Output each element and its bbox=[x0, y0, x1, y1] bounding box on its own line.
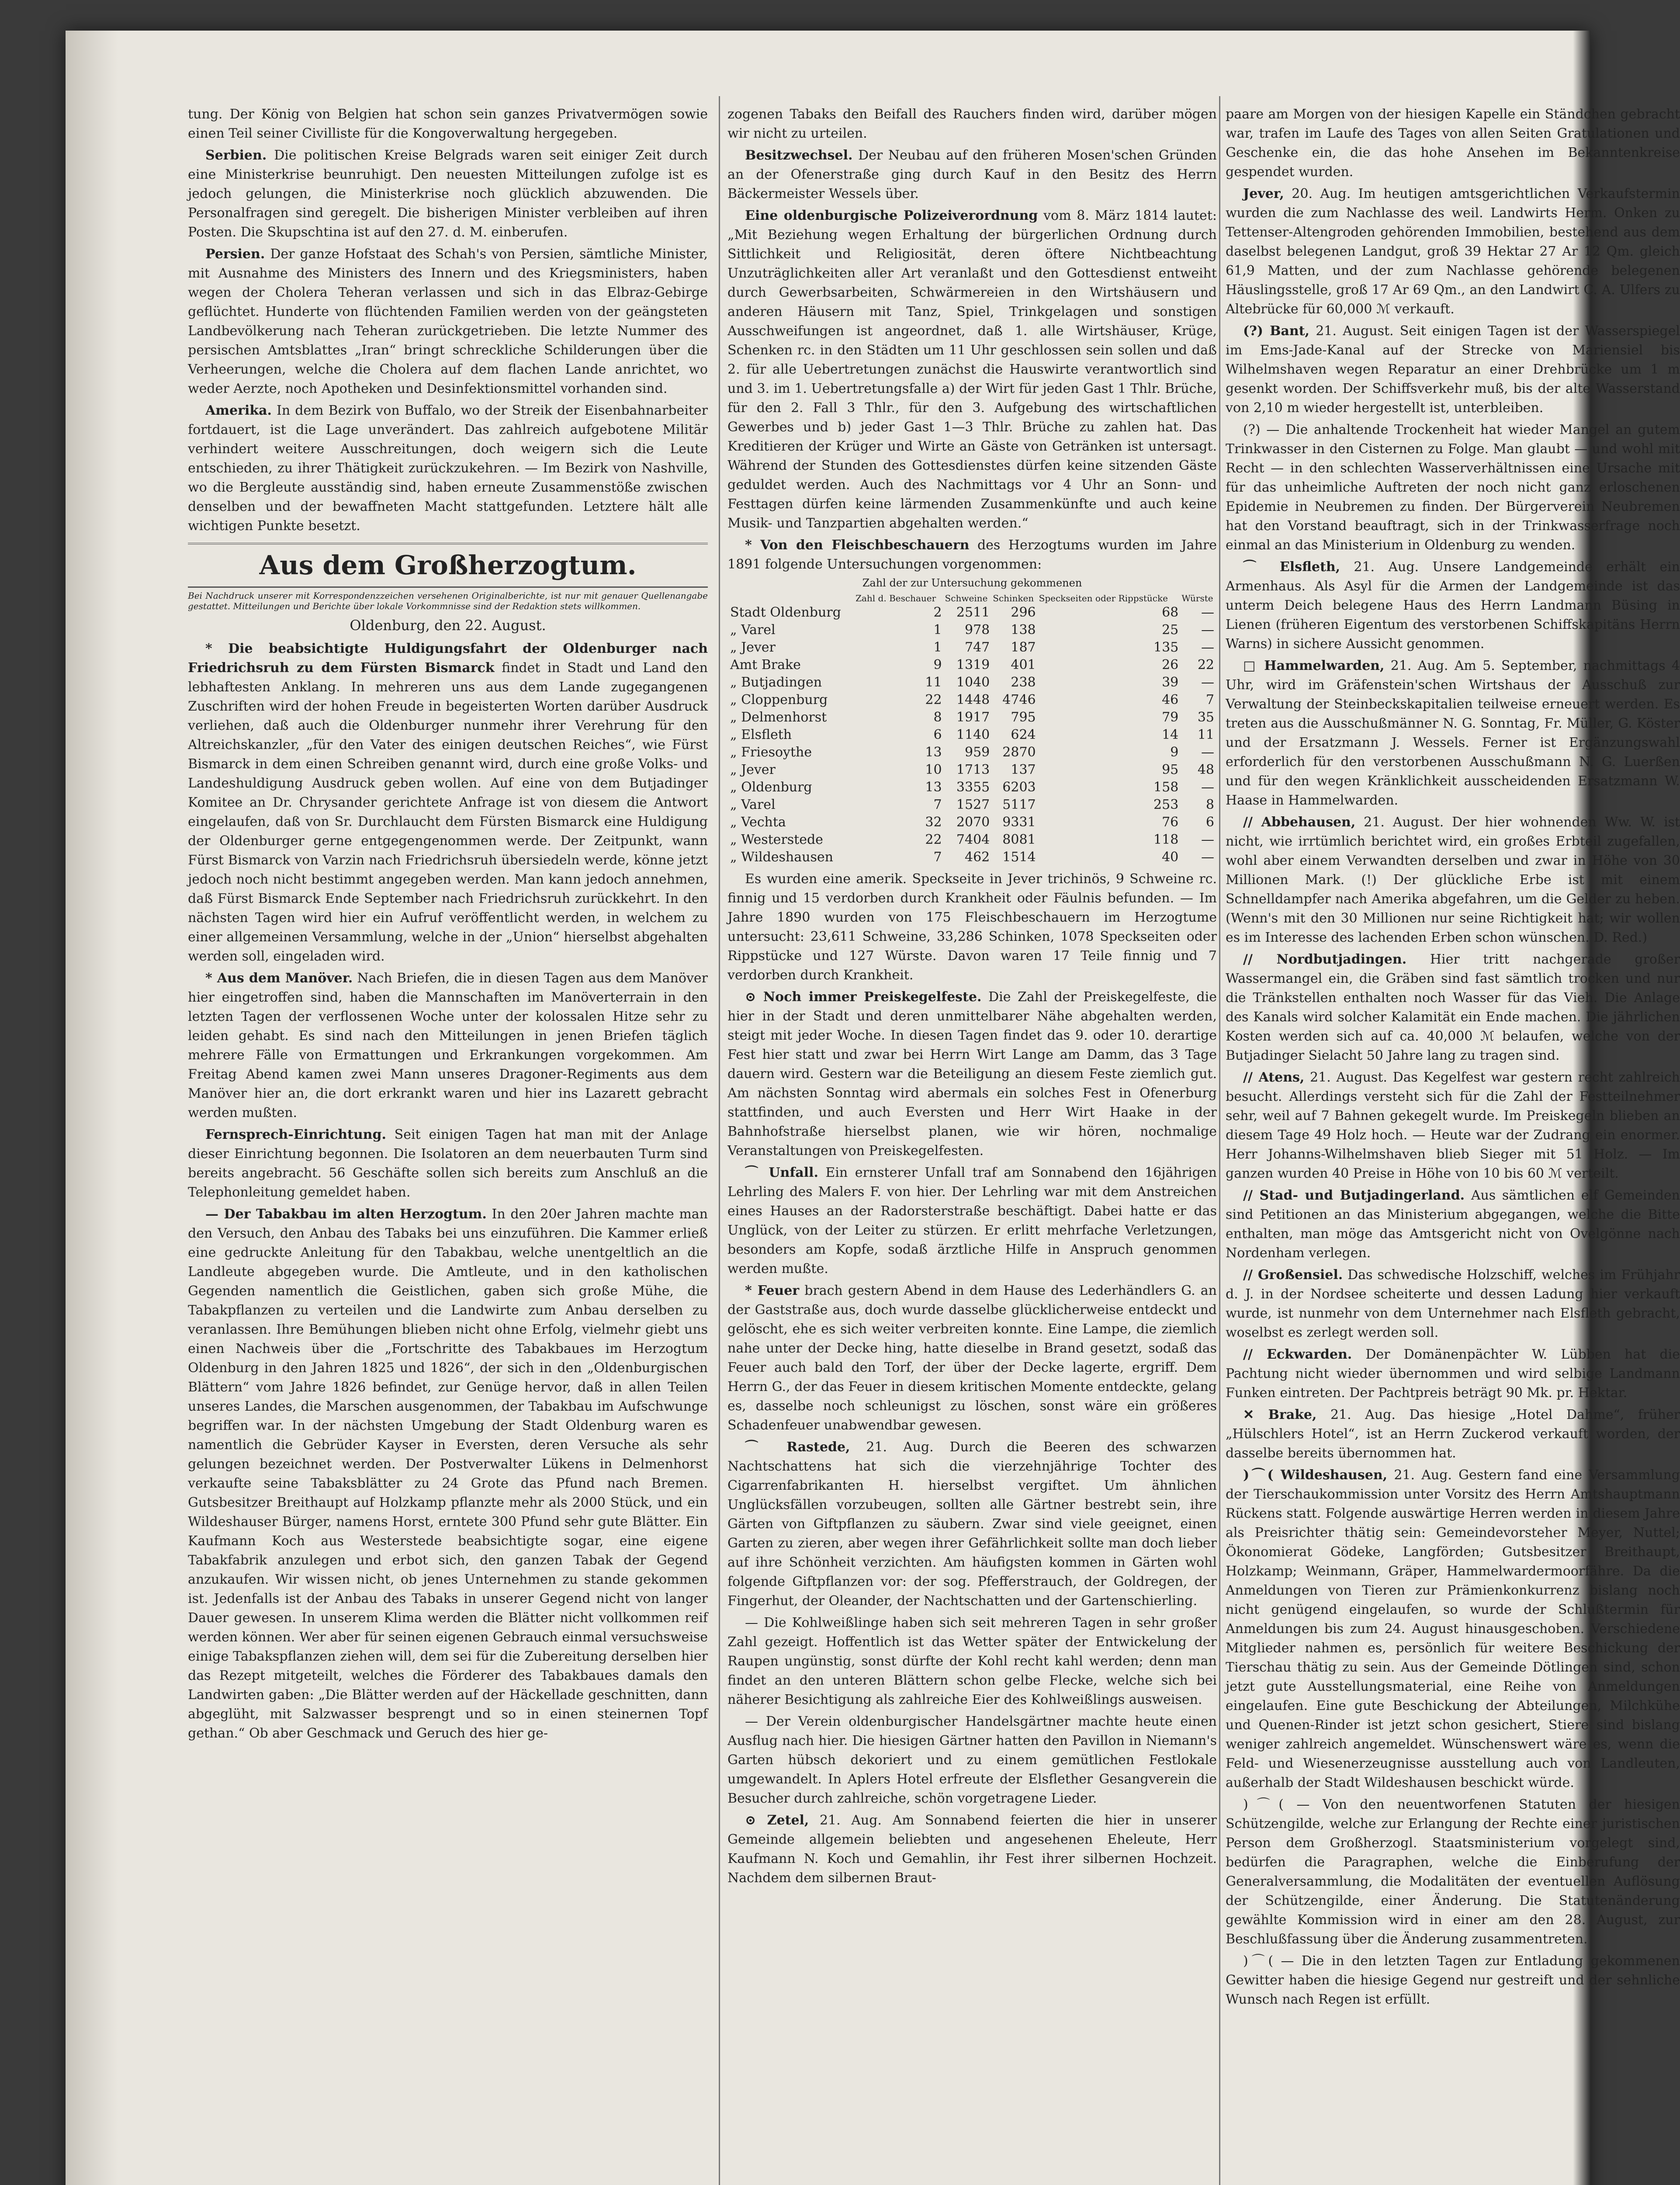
article-text: 21. Aug. Am 5. September, nachmittags 4 Uhr, wird im Gräfenstein'schen Wirtshaus der Ausschuß zur Verwaltung der Steinbeckskapitalien teilweise erneuert werden. Es treten aus die Ausschußmänner N. G. Sonntag, Fr. Müller, G. Köster und der Ersatzmann J. Wessels. Ferner ist Ergänzungswahl erforderlich für den verstorbenen Ausschußmann N. G. Luerßen und für den wegen Kränklichkeit ausscheidenden Ersatzmann W. Haase in Hammelwarden. bbox=[1226, 658, 1680, 808]
table-cell: 22 bbox=[925, 832, 942, 847]
article-paragraph bbox=[1226, 1186, 1680, 1263]
table-cell: 253 bbox=[1153, 797, 1179, 812]
article-paragraph bbox=[727, 206, 1217, 533]
article-title: □ Hammelwarden, bbox=[1243, 658, 1385, 673]
column-3 bbox=[1226, 105, 1680, 2012]
table-cell: 6203 bbox=[1002, 780, 1036, 795]
article-text: 21. August. Das Kegelfest war gestern recht zahlreich besucht. Allerdings versteht sich für die Zahl der Festteilnehmer sehr, weil auf 7 Bahnen gekegelt wurde. Im Preiskegeln blieben an diesem Tage 49 Holz hoch. — Heute war der Zudrang ein enormer. Herr Johanns-Wilhelmshaven blieb Sieger mit 51 Holz. — Im ganzen wurden 40 Preise in Höhe von 10 bis 60 ℳ verteilt. bbox=[1226, 1070, 1680, 1181]
column-rule bbox=[719, 96, 720, 2185]
article-text: Hier tritt nachgerade großer Wassermangel ein, die Gräben sind fast sämtlich trocken und nur die Tränkstellen enthalten noch Wasser für das Vieh. Die Anlage des Kanals wird solcher Kalamität ein Ende machen. Die jährlichen Kosten werden sich auf ca. 40,000 ℳ belaufen, welche von der Butjadinger Sielacht 50 Jahre lang zu tragen sind. bbox=[1226, 952, 1680, 1063]
table-row bbox=[727, 796, 1217, 814]
table-cell-district: „ Oldenburg bbox=[730, 780, 812, 795]
table-row bbox=[727, 639, 1217, 656]
table-cell: 1514 bbox=[1002, 850, 1036, 865]
article-title: Persien. bbox=[205, 246, 265, 262]
table-cell: 135 bbox=[1153, 640, 1179, 655]
table-row bbox=[727, 726, 1217, 744]
table-cell: 2 bbox=[933, 605, 942, 620]
table-cell: 624 bbox=[1011, 727, 1036, 742]
table-row bbox=[727, 691, 1217, 709]
article-text: 21. Aug. Am Sonnabend feierten die hier in unserer Gemeinde allgemein beliebten und angesehenen Eheleute, Herr Kaufmann N. Koch und Gemahlin, ihr Fest ihrer silbernen Hochzeit. Nachdem dem silbernen Braut- bbox=[727, 1813, 1217, 1886]
article-paragraph bbox=[1226, 1266, 1680, 1342]
article-paragraph bbox=[727, 1811, 1217, 1888]
article-text: findet in Stadt und Land den lebhaftesten Anklang. In mehreren uns aus dem Lande zugegangenen Zuschriften wird der hohen Freude in begeisterten Worten darüber Ausdruck verliehen, daß auch die Oldenburger nunmehr ihrer Verehrung für den Altreichskanzler, „für den Vater des einigen deutschen Reiches“, wie Fürst Bismarck in dem einen Schreiben genannt wird, durch eine große Volks- und Landeshuldigung Ausdruck geben wollen. Auf eine von dem Butjadinger Komitee an Dr. Chrysander gerichtete Anfrage ist von diesem die Antwort eingelaufen, daß von Sr. Durchlaucht dem Fürsten Bismarck eine Huldigung der Oldenburger gerne entgegengenommen werde. Der Zeitpunkt, wann Fürst Bismarck von Varzin nach Friedrichsruh übersiedeln werde, könne jetzt jedoch noch nicht bestimmt angegeben werden. Man kann jedoch annehmen, daß Fürst Bismarck Ende September nach Friedrichsruh zurückkehrt. In den nächsten Tagen wird hier ein Aufruf veröffentlicht werden, in welchem zu einer allgemeinen Versammlung, welche in der „Union“ hierselbst abgehalten werden soll, eingeladen wird. bbox=[188, 660, 708, 964]
article-title: // Eckwarden. bbox=[1243, 1347, 1352, 1362]
table-header-cell bbox=[727, 593, 855, 604]
article-title: // Nordbutjadingen. bbox=[1243, 952, 1407, 967]
article-text: 20. Aug. Im heutigen amtsgerichtlichen Verkaufstermin wurden die zum Nachlasse des weil. Landwirts Herm. Onken zu Tettenser-Altengroden gehörenden Immobilien, bestehend aus dem daselbst belegenen Landgut, groß 39 Hektar 27 Ar 12 Qm. gleich 61,9 Matten, und der zum Nachlasse gehörende belegenen Häuslingsstelle, groß 17 Ar 69 Qm., an den Landwirt C. A. Ulfers zu Altebrücke für 60,000 ℳ verkauft. bbox=[1226, 186, 1680, 317]
table-cell: 79 bbox=[1162, 710, 1179, 725]
table-row bbox=[727, 674, 1217, 691]
column-1 bbox=[188, 105, 708, 1746]
table-cell: 1 bbox=[933, 622, 942, 638]
article-text: 21. August. Der hier wohnenden Ww. W. ist nicht, wie irrtümlich berichtet wird, ein großes Erbteil zugefallen, wohl aber einem Verwandten derselben und zwar in Höhe von 30 Millionen Mark. (!) Der glückliche Erbe ist mit einem Schnelldampfer nach Amerika abgefahren, um die Gelder zu heben. (Wenn's mit den 30 Millionen nur seine Richtigkeit hat; wir wollen es im Interesse des lachenden Erben schon wünschen. D. Red.) bbox=[1226, 815, 1680, 945]
table-cell: 1448 bbox=[956, 692, 990, 708]
table-cell-district: „ Cloppenburg bbox=[730, 692, 828, 708]
article-title: Besitzwechsel. bbox=[745, 148, 853, 163]
article-text: 21. Aug. Durch die Beeren des schwarzen Nachtschattens hat sich die vierzehnjährige Tochter des Cigarrenfabrikanten H. hierselbst vergiftet. Um ähnlichen Unglücksfällen vorzubeugen, sollten alle Gärtner bestrebt sein, ihre Gärten von Giftpflanzen zu säubern. Zwar sind viele geeignet, einen Garten zu zieren, aber wegen ihrer Gefährlichkeit sollte man doch lieber auf ihre Schönheit verzichten. Am häufigsten kommen in Gärten wohl folgende Giftpflanzen vor: der sog. Pfefferstrauch, der Goldregen, der Fingerhut, der Oleander, der Nachtschatten und der Gartenschierling. bbox=[727, 1439, 1217, 1609]
newspaper-page bbox=[66, 31, 1680, 2185]
table-row bbox=[727, 831, 1217, 849]
article-text: brach gestern Abend in dem Hause des Lederhändlers G. an der Gaststraße aus, doch wurde dasselbe glücklicherweise entdeckt und gelöscht, ehe es sich weiter verbreiten konnte. Eine Lampe, die ziemlich nahe unter der Decke hing, hatte dieselbe in Brand gesetzt, sodaß das Feuer auch bald den Torf, der über der Decke lagerte, ergriff. Dem Herrn G., der das Feuer in diesem kritischen Momente entdeckte, gelang es, dasselbe noch schleunigst zu löschen, sonst wäre ein größeres Schadenfeuer unabwendbar gewesen. bbox=[727, 1283, 1217, 1433]
table-cell: — bbox=[1201, 675, 1214, 690]
table-cell: 1319 bbox=[956, 657, 990, 673]
table-row bbox=[727, 761, 1217, 779]
table-cell-district: „ Butjadingen bbox=[730, 675, 822, 690]
table-row bbox=[727, 849, 1217, 866]
table-cell: 747 bbox=[965, 640, 990, 655]
table-row bbox=[727, 814, 1217, 831]
article-paragraph: paare am Morgen von der hiesigen Kapelle ein Ständchen gebracht war, trafen im Laufe des Tages von allen Seiten Gratulationen und Geschenke ein, die das hohe Ansehen im Bekanntenkreise gespendet wurden. bbox=[1226, 107, 1680, 180]
inspection-table bbox=[727, 593, 1217, 866]
article-text: 21. August. Seit einigen Tagen ist der Wasserspiegel im Ems-Jade-Kanal auf der Strecke von Mariensiel bis Wilhelmshaven wegen Reparatur an einer Drehbrücke um 1 m gesenkt worden. Der Schiffsverkehr muß, bis der alte Wasserstand von 2,10 m wieder hergestellt ist, unterbleiben. bbox=[1226, 323, 1680, 416]
column-rule bbox=[1219, 96, 1220, 2185]
article-paragraph bbox=[188, 639, 708, 966]
table-cell: 795 bbox=[1011, 710, 1036, 725]
table-cell: 48 bbox=[1197, 762, 1214, 777]
table-cell: 1140 bbox=[956, 727, 990, 742]
article-text: In dem Bezirk von Buffalo, wo der Streik der Eisenbahnarbeiter fortdauert, ist die Lage unverändert. Das zahlreich aufgebotene Militär verhindert weitere Ausschreitungen, doch weigern sich die Leute entschieden, zu ihrer Thätigkeit zurückzukehren. — Im Bezirk von Nashville, wo die Bergleute ausständig sind, haben erneute Zusammenstöße zwischen denselben und der bewaffneten Macht stattgefunden. Letztere hält alle wichtigen Punkte besetzt. bbox=[188, 403, 708, 534]
article-title: ⊙ Zetel, bbox=[745, 1813, 809, 1828]
article-title: (?) Bant, bbox=[1243, 323, 1309, 339]
article-text: Der Domänenpächter W. Lübben hat die Pachtung nicht wieder übernommen und wird selbige Landmann Funken eintreten. Der Pachtpreis beträgt 90 Mk. pr. Hektar. bbox=[1226, 1347, 1680, 1401]
table-cell-district: „ Varel bbox=[730, 622, 776, 638]
table-cell-district: Stadt Oldenburg bbox=[730, 605, 841, 620]
table-cell-district: „ Friesoythe bbox=[730, 745, 812, 760]
article-title: * Die beabsichtigte Huldigungsfahrt der Oldenburger nach Friedrichsruh zu dem Fürsten Bismarck bbox=[188, 641, 708, 676]
table-cell: 9331 bbox=[1002, 815, 1036, 830]
article-paragraph bbox=[727, 1438, 1217, 1611]
table-row bbox=[727, 709, 1217, 726]
article-title: ⌒ Elsfleth, bbox=[1243, 559, 1341, 575]
table-cell: 9 bbox=[933, 657, 942, 673]
table-cell: — bbox=[1201, 850, 1214, 865]
table-cell: 2070 bbox=[956, 815, 990, 830]
article-paragraph bbox=[1226, 1345, 1680, 1403]
article-text: Seit einigen Tagen hat man mit der Anlage dieser Einrichtung begonnen. Die Isolatoren an dem neuerbauten Turm sind bereits angebracht. 56 Geschäfte sollen sich bereits zum Anschluß an die Telephonleitung gemeldet haben. bbox=[188, 1127, 708, 1200]
table-row bbox=[727, 604, 1217, 621]
table-cell: 462 bbox=[965, 850, 990, 865]
article-paragraph: tung. Der König von Belgien hat schon sein ganzes Privatvermögen sowie einen Teil seiner Civilliste für die Kongoverwaltung hergegeben. bbox=[188, 107, 708, 141]
table-cell: 10 bbox=[925, 762, 942, 777]
article-text: Nach Briefen, die in diesen Tagen aus dem Manöver hier eingetroffen sind, haben die Mannschaften im Manöverterrain in den letzten Tagen der verflossenen Woche unter der kolossalen Hitze sehr zu leiden gehabt. Es sind nach den Mitteilungen in jenen Briefen täglich mehrere Fälle von Ermattungen und Erkrankungen vorgekommen. Am Freitag Abend kamen zwei Mann unseres Dragoner-Regiments aus dem Manöver hier an, die dort erkrankt waren und hier ins Lazarett gebracht werden mußten. bbox=[188, 971, 708, 1120]
article-text: 21. Aug. Unsere Landgemeinde erhält ein Armenhaus. Als Asyl für die Armen der Landgemeinde ist das unterm Deich belegene Haus des Herrn Landmann Büsing in Lienen (früheren Eigentum des verstorbenen Schiffskapitäns Herrn Warns) in sichere Aussicht genommen. bbox=[1226, 559, 1680, 652]
table-cell: 1917 bbox=[956, 710, 990, 725]
article-paragraph bbox=[188, 1125, 708, 1202]
article-paragraph bbox=[1226, 1466, 1680, 1793]
table-header-cell: Schinken bbox=[993, 593, 1034, 603]
article-paragraph bbox=[1226, 322, 1680, 418]
table-cell: 5117 bbox=[1002, 797, 1036, 812]
table-row bbox=[727, 779, 1217, 796]
table-cell: 7404 bbox=[956, 832, 990, 847]
article-paragraph: — Der Verein oldenburgischer Handelsgärtner machte heute einen Ausflug nach hier. Die hiesigen Gärtner hatten den Pavillon in Niemann's Garten hübsch dekoriert und zu einem gemütlichen Festlokale umgewandelt. In Aplers Hotel erfreute der Elsflether Gesangverein die Besucher durch zahlreiche, schön vorgetragene Lieder. bbox=[727, 1714, 1217, 1806]
article-paragraph: zogenen Tabaks den Beifall des Rauchers finden wird, darüber mögen wir nicht zu urteilen. bbox=[727, 107, 1217, 141]
article-paragraph bbox=[1226, 1068, 1680, 1183]
table-cell: 137 bbox=[1011, 762, 1036, 777]
article-title: Serbien. bbox=[205, 148, 267, 163]
article-title: // Abbehausen, bbox=[1243, 815, 1356, 830]
table-cell-district: „ Westerstede bbox=[730, 832, 823, 847]
column-2 bbox=[727, 105, 1217, 1890]
article-paragraph bbox=[188, 146, 708, 242]
table-cell: 35 bbox=[1197, 710, 1214, 725]
table-cell-district: „ Elsfleth bbox=[730, 727, 792, 742]
table-cell: 8 bbox=[1205, 797, 1214, 812]
table-cell: 7 bbox=[1205, 692, 1214, 708]
article-paragraph bbox=[1226, 813, 1680, 947]
article-paragraph bbox=[188, 969, 708, 1123]
table-cell-district: „ Vechta bbox=[730, 815, 786, 830]
article-title: // Atens, bbox=[1243, 1070, 1305, 1085]
section-heading: Aus dem Großherzogtum. bbox=[188, 543, 708, 588]
table-cell: 978 bbox=[965, 622, 990, 638]
table-cell: 401 bbox=[1011, 657, 1036, 673]
table-header-cell: Schweine bbox=[945, 593, 988, 603]
article-paragraph bbox=[727, 988, 1217, 1161]
article-paragraph: Es wurden eine amerik. Speckseite in Jever trichinös, 9 Schweine rc. finnig und 15 verdorben durch Krankheit oder Fäulnis befunden. — Im Jahre 1890 wurden von 175 Fleischbeschauern im Herzogtume untersucht: 23,611 Schweine, 33,286 Schinken, 1078 Speckseiten oder Rippstücke und 127 Würste. Davon waren 17 Teile finnig und 7 verdorben durch Krankheit. bbox=[727, 871, 1217, 983]
table-cell: 25 bbox=[1162, 622, 1179, 638]
article-paragraph bbox=[1226, 656, 1680, 810]
article-text: 21. Aug. Gestern fand eine Versammlung der Tierschaukommission unter Vorsitz des Herrn Amtshauptmann Rückens statt. Folgende auswärtige Herren werden in diesem Jahre als Preisrichter thätig sein: Gemeindevorsteher Meyer, Nuttel; Ökonomierat Gödeke, Langförden; Gutsbesitzer Breithaupt, Holzkamp; Weinmann, Gräper, Hammelwardermoorfähre. Da die Anmeldungen von Tieren zur Prämienkonkurrenz bislang noch nicht genügend eingelaufen, so wurde der Schlußtermin für Anmeldungen bis zum 24. August hinausgeschoben. Verschiedene Mitglieder nahmen es, persönlich für weitere Beschickung der Tierschau thätig zu sein. Aus der Gemeinde Dötlingen sind, schon jetzt gute Ausstellungsmaterial, eine Reihe von Anmeldungen eingelaufen. Eine gute Beschickung der Abteilungen, Milchkühe und Quenen-Rinder ist jetzt schon gesichert, Stiere sind bislang weniger zahlreich angemeldet. Wünschenswert wäre es, wenn die Feld- und Wiesenerzeugnisse ausstellung auch von Landleuten, außerhalb der Stadt Wildeshausen beschickt würde. bbox=[1226, 1467, 1680, 1790]
table-cell: — bbox=[1201, 622, 1214, 638]
table-cell: 39 bbox=[1162, 675, 1179, 690]
table-cell: 13 bbox=[925, 780, 942, 795]
page-fold-shadow bbox=[66, 31, 118, 2185]
article-paragraph bbox=[1226, 1405, 1680, 1463]
article-paragraph bbox=[188, 401, 708, 536]
dateline: Oldenburg, den 22. August. bbox=[350, 617, 546, 634]
article-title: — Der Tabakbau im alten Herzogtum. bbox=[205, 1207, 487, 1222]
table-cell: 46 bbox=[1162, 692, 1179, 708]
table-header-row bbox=[727, 593, 1217, 604]
table-cell: 158 bbox=[1153, 780, 1179, 795]
table-cell: 238 bbox=[1011, 675, 1036, 690]
table-header-cell: Speckseiten oder Rippstücke bbox=[1039, 593, 1168, 603]
article-paragraph: — Die Kohlweißlinge haben sich seit mehreren Tagen in sehr großer Zahl gezeigt. Hoffentlich ist das Wetter später der Entwickelung der Raupen ungünstig, sonst dürfte der Kohl recht kahl werden; denn man findet an den unteren Blättern schon gelbe Flecke, welche sich bei näherer Besichtigung als zahlreiche Eier des Kohlweißlings ausweisen. bbox=[727, 1615, 1217, 1707]
table-cell-district: „ Jever bbox=[730, 640, 776, 655]
article-title: // Stad- und Butjadingerland. bbox=[1243, 1188, 1465, 1203]
article-title: ⌒ Rastede, bbox=[745, 1439, 850, 1455]
article-title: ⊙ Noch immer Preiskegelfeste. bbox=[745, 989, 982, 1005]
article-paragraph bbox=[188, 1205, 708, 1743]
table-row bbox=[727, 621, 1217, 639]
article-paragraph: (?) — Die anhaltende Trockenheit hat wieder Mangel an gutem Trinkwasser in den Cisternen zu Folge. Man glaubt — und wohl mit Recht — in den schlechten Wasserverhältnissen eine Ursache mit für das unheimliche Auftreten der noch nicht ganz erloschenen Epidemie in Neubremen zu finden. Der Bürgerverein Neubremen hat den Vorstand beauftragt, sich in der Trinkwasserfrage noch einmal an das Ministerium in Oldenburg zu wenden. bbox=[1226, 422, 1680, 553]
article-text: Die Zahl der Preiskegelfeste, die hier in der Stadt und deren unmittelbarer Nähe abgehalten werden, steigt mit jeder Woche. In diesen Tagen findet das 9. oder 10. derartige Fest hier statt und zwar bei Herrn Wirt Lange am Damm, das 3 Tage dauern wird. Gestern war die Beteiligung an diesem Feste ziemlich gut. Am nächsten Sonntag wird abermals ein solches Fest in Ofenerburg stattfinden, und auch Eversten und Herr Wirt Haake in der Bahnhofstraße hierselbst planen, wie wir hören, nochmalige Veranstaltungen von Preiskegelfesten. bbox=[727, 989, 1217, 1158]
table-cell: — bbox=[1201, 640, 1214, 655]
article-text: Der ganze Hofstaat des Schah's von Persien, sämtliche Minister, mit Ausnahme des Ministers des Innern und des Kriegsministers, haben wegen der Cholera Teheran verlassen und sich in das Elbraz-Gebirge geflüchtet. Hunderte von flüchtenden Familien werden von der geängsteten Landbevölkerung nach Teheran zurückgetrieben. Die letzte Nummer des persischen Amtsblattes „Iran“ bringt schreckliche Schilderungen über die Verheerungen, welche die Cholera auf dem flachen Lande anrichtet, wo weder Aerzte, noch Apotheken und Desinfektionsmittel vorhanden sind. bbox=[188, 246, 708, 396]
article-text: des Herzogtums wurden im Jahre 1891 folgende Untersuchungen vorgenommen: bbox=[727, 538, 1217, 572]
table-cell-district: „ Wildeshausen bbox=[730, 850, 833, 865]
table-row bbox=[727, 656, 1217, 674]
table-cell: 187 bbox=[1011, 640, 1036, 655]
article-title: ⌒ Unfall. bbox=[745, 1165, 818, 1180]
article-title: Jever, bbox=[1243, 186, 1284, 201]
article-text: Aus sämtlichen elf Gemeinden sind Petitionen an das Ministerium abgegangen, welche die Bitte enthalten, man möge das Amtsgericht nicht von Ovelgönne nach Nordenham verlegen. bbox=[1226, 1188, 1680, 1261]
table-cell: 68 bbox=[1162, 605, 1179, 620]
section-note: Bei Nachdruck unserer mit Korrespondenzzeichen versehenen Originalberichte, ist nur mit genauer Quellenangabe gestattet. Mitteilungen und Berichte über lokale Vorkommnisse sind der Redaktion stets willkommen. bbox=[188, 590, 708, 611]
article-title: * Feuer bbox=[745, 1283, 800, 1298]
table-row bbox=[727, 744, 1217, 761]
table-cell-district: „ Varel bbox=[730, 797, 776, 812]
article-paragraph bbox=[1226, 558, 1680, 654]
table-cell: 1040 bbox=[956, 675, 990, 690]
table-cell: 8081 bbox=[1002, 832, 1036, 847]
table-cell-district: Amt Brake bbox=[730, 657, 801, 673]
article-text: Das schwedische Holzschiff, welches im Frühjahr d. J. in der Nordsee scheiterte und dessen Ladung hier verkauft wurde, ist nunmehr von dem Unternehmer nach Elsfleth gebracht, woselbst es zerlegt werden soll. bbox=[1226, 1267, 1680, 1340]
table-cell: 14 bbox=[1162, 727, 1179, 742]
table-header-cell: Zahl d. Beschauer bbox=[856, 593, 936, 603]
table-cell: 13 bbox=[925, 745, 942, 760]
article-text: Der Neubau auf den früheren Mosen'schen Gründen an der Ofenerstraße ging durch Kauf in den Besitz des Herrn Bäckermeister Wessels über. bbox=[727, 148, 1217, 201]
article-paragraph bbox=[1226, 950, 1680, 1065]
article-title: Amerika. bbox=[205, 403, 272, 418]
table-cell: 6 bbox=[933, 727, 942, 742]
article-title: * Aus dem Manöver. bbox=[205, 971, 353, 986]
table-cell: 296 bbox=[1011, 605, 1036, 620]
table-cell: 138 bbox=[1011, 622, 1036, 638]
article-title: // Großensiel. bbox=[1243, 1267, 1343, 1283]
table-cell-district: „ Jever bbox=[730, 762, 776, 777]
table-cell: — bbox=[1201, 780, 1214, 795]
article-title: * Von den Fleischbeschauern bbox=[745, 538, 970, 553]
table-cell: 11 bbox=[925, 675, 942, 690]
table-cell: 959 bbox=[965, 745, 990, 760]
table-cell: — bbox=[1201, 605, 1214, 620]
article-paragraph bbox=[727, 1163, 1217, 1279]
table-cell: 9 bbox=[1170, 745, 1179, 760]
article-paragraph bbox=[727, 536, 1217, 574]
article-paragraph bbox=[1226, 184, 1680, 319]
table-cell: 95 bbox=[1162, 762, 1179, 777]
table-cell: 76 bbox=[1162, 815, 1179, 830]
table-cell: 26 bbox=[1162, 657, 1179, 673]
article-title: Fernsprech-Einrichtung. bbox=[205, 1127, 386, 1142]
article-paragraph bbox=[188, 245, 708, 399]
article-text: In den 20er Jahren machte man den Versuch, den Anbau des Tabaks bei uns einzuführen. Die Kammer erließ eine gedruckte Anleitung für den Tabakbau, welche unentgeltlich an die Landleute abgegeben wurde. Die Amtleute, und in den katholischen Gegenden namentlich die Geistlichen, gaben sich große Mühe, die Tabakpflanzen zu verteilen und die Landwirte zum Anbau derselben zu veranlassen. Ihre Bemühungen blieben nicht ohne Erfolg, vielmehr giebt uns einen Nachweis über die „Fortschritte des Tabakbaues im Herzogtum Oldenburg in den Jahren 1825 und 1826“, der sich in den „Oldenburgischen Blättern“ vom Jahre 1826 befindet, zur Genüge hervor, daß in allen Teilen unseres Landes, die Marschen ausgenommen, der Tabakbau im Aufschwunge begriffen war. In der nächsten Umgebung der Stadt Oldenburg waren es namentlich die Gebrüder Kayser in Eversten, deren Versuche als sehr gelungen bezeichnet werden. Der Postverwalter Lükens in Delmenhorst verkaufte seine Tabaksblätter zu 24 Grote das Pfund nach Bremen. Gutsbesitzer Breithaupt auf Holzkamp pflanzte mehr als 2000 Stück, und ein Wildeshauser Bürger, namens Horst, erntete 300 Pfund sehr gute Blätter. Ein Kaufmann Koch aus Westerstede beabsichtigte sogar, eine eigene Tabakfabrik anzulegen und erbot sich, den ganzen Tabak der Gegend anzukaufen. Wir wissen nicht, ob jenes Unternehmen zu stande gekommen ist. Jedenfalls ist der Anbau des Tabaks in unserer Gegend nicht von langer Dauer gewesen. In unserem Klima werden die Blätter nicht vollkommen reif werden können. Wer aber für seinen eigenen Gebrauch einmal versuchsweise einige Tabakspflanzen ziehen will, dem sei für die Zubereitung derselben hier das Rezept mitgeteilt, welches die Förderer des Tabakbaues damals den Landwirten gaben: „Die Blätter werden auf der Häckellade geschnitten, dann abgeglüht, mit Salzwasser besprengt und so in einen steinernen Topf gethan.“ Ob aber Geschmack und Geruch des hier ge- bbox=[188, 1207, 708, 1741]
table-cell: 11 bbox=[1197, 727, 1214, 742]
article-text: 21. Aug. Das hiesige „Hotel Dahme“, früher „Hülschlers Hotel“, ist an Herrn Zuckerod verkauft worden, der dasselbe bereits übernommen hat. bbox=[1226, 1407, 1680, 1461]
article-paragraph bbox=[727, 1281, 1217, 1435]
article-title: Eine oldenburgische Polizeiverordnung bbox=[745, 208, 1038, 223]
table-cell: 7 bbox=[933, 850, 942, 865]
table-cell: 2511 bbox=[956, 605, 990, 620]
table-cell: 7 bbox=[933, 797, 942, 812]
article-paragraph bbox=[727, 146, 1217, 204]
article-text: vom 8. März 1814 lautet: „Mit Beziehung wegen Erhaltung der bürgerlichen Ordnung durch Sittlichkeit und Religiosität, deren öftere Nichtbeachtung Unzuträglichkeiten aller Art veranlaßt und den Gottesdienst entweiht durch Gewerbsarbeiten, Schwärmereien in den Wirtshäusern und anderen Häusern mit Tanz, Spiel, Trinkgelagen und sonstigen Ausschweifungen ist angeordnet, daß 1. alle Wirtshäuser, Krüge, Schenken rc. in den Städten um 11 Uhr geschlossen sein sollen und daß 2. für alle Uebertretungen zunächst die Hauswirte verantwortlich sind und 3. im 1. Uebertretungsfalle a) der Wirt für jeden Gast 1 Thlr. Brüche, für den 2. Fall 3 Thlr., für den 3. Aufgebung des wirtschaftlichen Gewerbes und b) jeder Gast 1—3 Thlr. Brüche zu zahlen hat. Das Kreditieren der Krüger und Wirte an Gäste von Getränken ist untersagt. Während der Stunden des Gottesdienstes dürfen keine sitzenden Gäste geduldet werden. Auch des Nachmittags vor 4 Uhr an Sonn- und Festtagen dürfen keine lärmenden Zusammenkünfte und auch keine Musik- und Tanzpartien abgehalten werden.“ bbox=[727, 208, 1217, 531]
table-cell: 2870 bbox=[1002, 745, 1036, 760]
table-cell: 32 bbox=[925, 815, 942, 830]
table-cell: — bbox=[1201, 832, 1214, 847]
table-header-cell: Würste bbox=[1181, 593, 1213, 603]
table-cell: 118 bbox=[1153, 832, 1179, 847]
table-cell: 4746 bbox=[1002, 692, 1036, 708]
table-cell: 1527 bbox=[956, 797, 990, 812]
table-cell: 22 bbox=[1197, 657, 1214, 673]
table-cell: 3355 bbox=[956, 780, 990, 795]
table-cell: — bbox=[1201, 745, 1214, 760]
article-title: )⌒( Wildeshausen, bbox=[1243, 1467, 1388, 1483]
table-cell: 1 bbox=[933, 640, 942, 655]
table-cell-district: „ Delmenhorst bbox=[730, 710, 827, 725]
table-body bbox=[727, 604, 1217, 866]
table-cell: 1713 bbox=[956, 762, 990, 777]
article-paragraph: )⌒( — Die in den letzten Tagen zur Entladung gekommenen Gewitter haben die hiesige Gegend nur gestreift und der sehnliche Wunsch nach Regen ist erfüllt. bbox=[1226, 1953, 1680, 2007]
table-cell: 6 bbox=[1205, 815, 1214, 830]
article-paragraph: )⌒( — Von den neuentworfenen Statuten der hiesigen Schützengilde, welche zur Erlangung der Rechte einer juristischen Person dem Großherzogl. Staatsministerium vorgelegt sind, bedürfen die Paragraphen, welche die Einberufung der Generalversammlung, die Modalitäten der eventuellen Auflösung der Schützengilde, einer Änderung. Die Statutenänderung gewählte Kommission wird in einer am den 28. August, zur Beschlußfassung über die Änderung zusammentreten. bbox=[1226, 1797, 1680, 1947]
table-cell: 40 bbox=[1162, 850, 1179, 865]
article-text: Die politischen Kreise Belgrads waren seit einiger Zeit durch eine Ministerkrise beunruhigt. Den neuesten Mitteilungen zufolge ist es jedoch gelungen, die Ministerkrise noch glücklich abzuwenden. Die Personalfragen sind geregelt. Die bisherigen Minister verbleiben auf ihren Posten. Die Skupschtina ist auf den 27. d. M. einberufen. bbox=[188, 148, 708, 240]
table-caption: Zahl der zur Untersuchung gekommenen bbox=[862, 577, 1082, 589]
article-text: Ein ernsterer Unfall traf am Sonnabend den 16jährigen Lehrling des Malers F. von hier. Der Lehrling war mit dem Anstreichen eines Hauses an der Radorsterstraße beschäftigt. Dabei hatte er das Unglück, von der Leiter zu stürzen. Er erlitt mehrfache Verletzungen, besonders am Kopfe, sodaß ärztliche Hilfe in Anspruch genommen werden mußte. bbox=[727, 1165, 1217, 1276]
table-cell: 22 bbox=[925, 692, 942, 708]
article-title: ✕ Brake, bbox=[1243, 1407, 1317, 1422]
table-cell: 8 bbox=[933, 710, 942, 725]
